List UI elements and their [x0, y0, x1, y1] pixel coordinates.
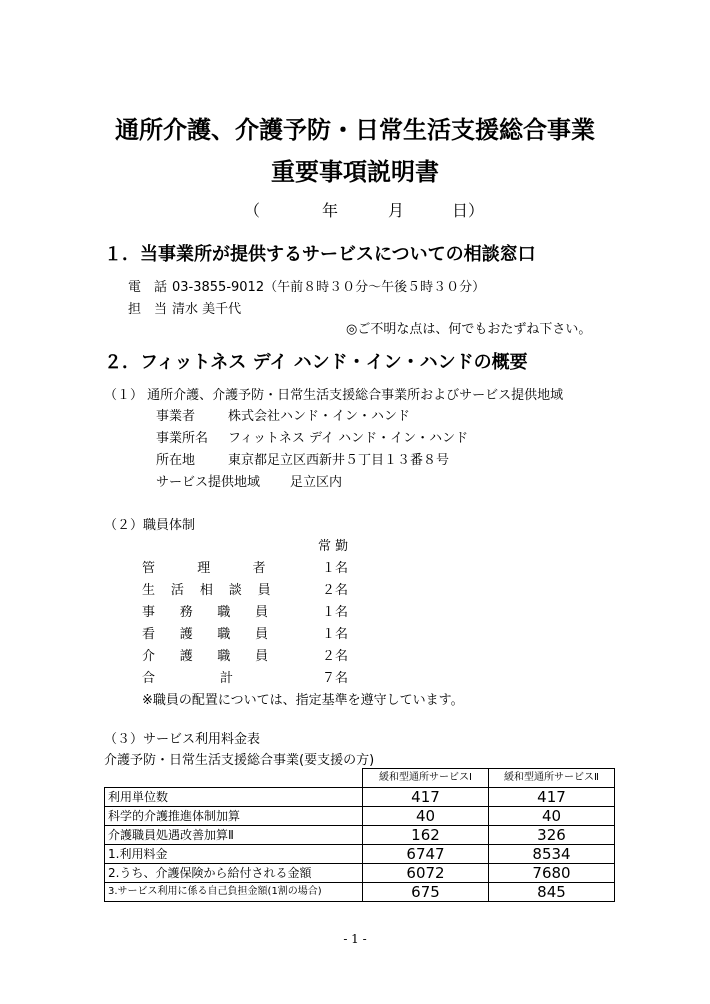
staff-role: 看護職員: [142, 627, 272, 642]
operator-value: 株式会社ハンド・イン・ハンド: [228, 409, 411, 424]
fee-value: 6747: [363, 845, 489, 864]
fee-value: 8534: [489, 845, 615, 864]
fee-table-header-row: [105, 769, 615, 788]
contact-value: 清水 美千代: [172, 302, 242, 317]
date-month: 月: [388, 201, 405, 220]
table-row: [105, 883, 615, 902]
staff-note: ※職員の配置については、指定基準を遵守しています。: [142, 693, 464, 708]
staff-role: 介護職員: [142, 649, 272, 664]
document-title: 通所介護、介護予防・日常生活支援総合事業: [115, 116, 595, 144]
office-name-label: 事業所名: [156, 431, 209, 446]
date-year: 年: [322, 201, 339, 220]
fee-row-label: 科学的介護推進体制加算: [105, 807, 363, 826]
sub1-heading: （１） 通所介護、介護予防・日常生活支援総合事業所およびサービス提供地域: [104, 388, 564, 403]
date-open-paren: （: [244, 201, 261, 220]
staff-count: １名: [322, 605, 349, 620]
operator-label: 事業者: [156, 409, 196, 424]
staff-count: １名: [322, 627, 349, 642]
fee-col-header: 緩和型通所サービスⅡ: [489, 769, 615, 788]
fee-table-caption: 介護予防・日常生活支援総合事業(要支援の方): [104, 753, 375, 768]
fee-table: [104, 768, 615, 902]
fee-value: 40: [363, 807, 489, 826]
service-area-value: 足立区内: [290, 475, 343, 490]
staff-column-header: 常 勤: [318, 539, 349, 554]
fee-col-header: 緩和型通所サービスⅠ: [363, 769, 489, 788]
fee-row-label: 利用単位数: [105, 788, 363, 807]
contact-label: 担 当: [128, 302, 168, 317]
sub3-heading: （３）サービス利用料金表: [104, 732, 261, 747]
page-number: - 1 -: [343, 932, 367, 946]
fee-value: 675: [363, 883, 489, 902]
table-row: [105, 807, 615, 826]
staff-role: 生活相談員: [142, 583, 272, 598]
fee-value: 417: [363, 788, 489, 807]
phone-label: 電 話: [128, 280, 168, 295]
fee-value: 162: [363, 826, 489, 845]
staff-role: 合計: [142, 671, 299, 686]
fee-row-label: 2.うち、介護保険から給付される金額: [105, 864, 363, 883]
fee-value: 417: [489, 788, 615, 807]
staff-count: ７名: [322, 671, 349, 686]
fee-table-corner: [105, 769, 363, 788]
document-subtitle: 重要事項説明書: [271, 158, 439, 186]
staff-role: 事務職員: [142, 605, 272, 620]
fee-value: 845: [489, 883, 615, 902]
staff-count: １名: [322, 561, 349, 576]
staff-role: 管理者: [142, 561, 272, 576]
table-row: [105, 826, 615, 845]
section1-heading: １．当事業所が提供するサービスについての相談窓口: [104, 244, 536, 265]
staff-count: ２名: [322, 583, 349, 598]
fee-row-label: 3.サービス利用に係る自己負担金額(1割の場合): [105, 883, 363, 902]
sub2-heading: （２）職員体制: [104, 518, 196, 533]
phone-value: 03-3855-9012（午前８時３０分～午後５時３０分）: [172, 280, 486, 295]
fee-value: 6072: [363, 864, 489, 883]
table-row: [105, 845, 615, 864]
address-value: 東京都足立区西新井５丁目１３番８号: [228, 453, 450, 468]
fee-value: 326: [489, 826, 615, 845]
inquiry-note: ◎ご不明な点は、何でもおたずね下さい。: [346, 322, 592, 337]
address-label: 所在地: [156, 453, 196, 468]
fee-row-label: 1.利用料金: [105, 845, 363, 864]
section2-heading: ２．フィットネス デイ ハンド・イン・ハンドの概要: [104, 352, 528, 373]
table-row: [105, 864, 615, 883]
date-day: 日）: [452, 201, 485, 220]
staff-count: ２名: [322, 649, 349, 664]
office-name-value: フィットネス デイ ハンド・イン・ハンド: [228, 431, 469, 446]
service-area-label: サービス提供地域: [156, 475, 261, 490]
fee-row-label: 介護職員処遇改善加算Ⅱ: [105, 826, 363, 845]
fee-value: 7680: [489, 864, 615, 883]
table-row: [105, 788, 615, 807]
fee-value: 40: [489, 807, 615, 826]
